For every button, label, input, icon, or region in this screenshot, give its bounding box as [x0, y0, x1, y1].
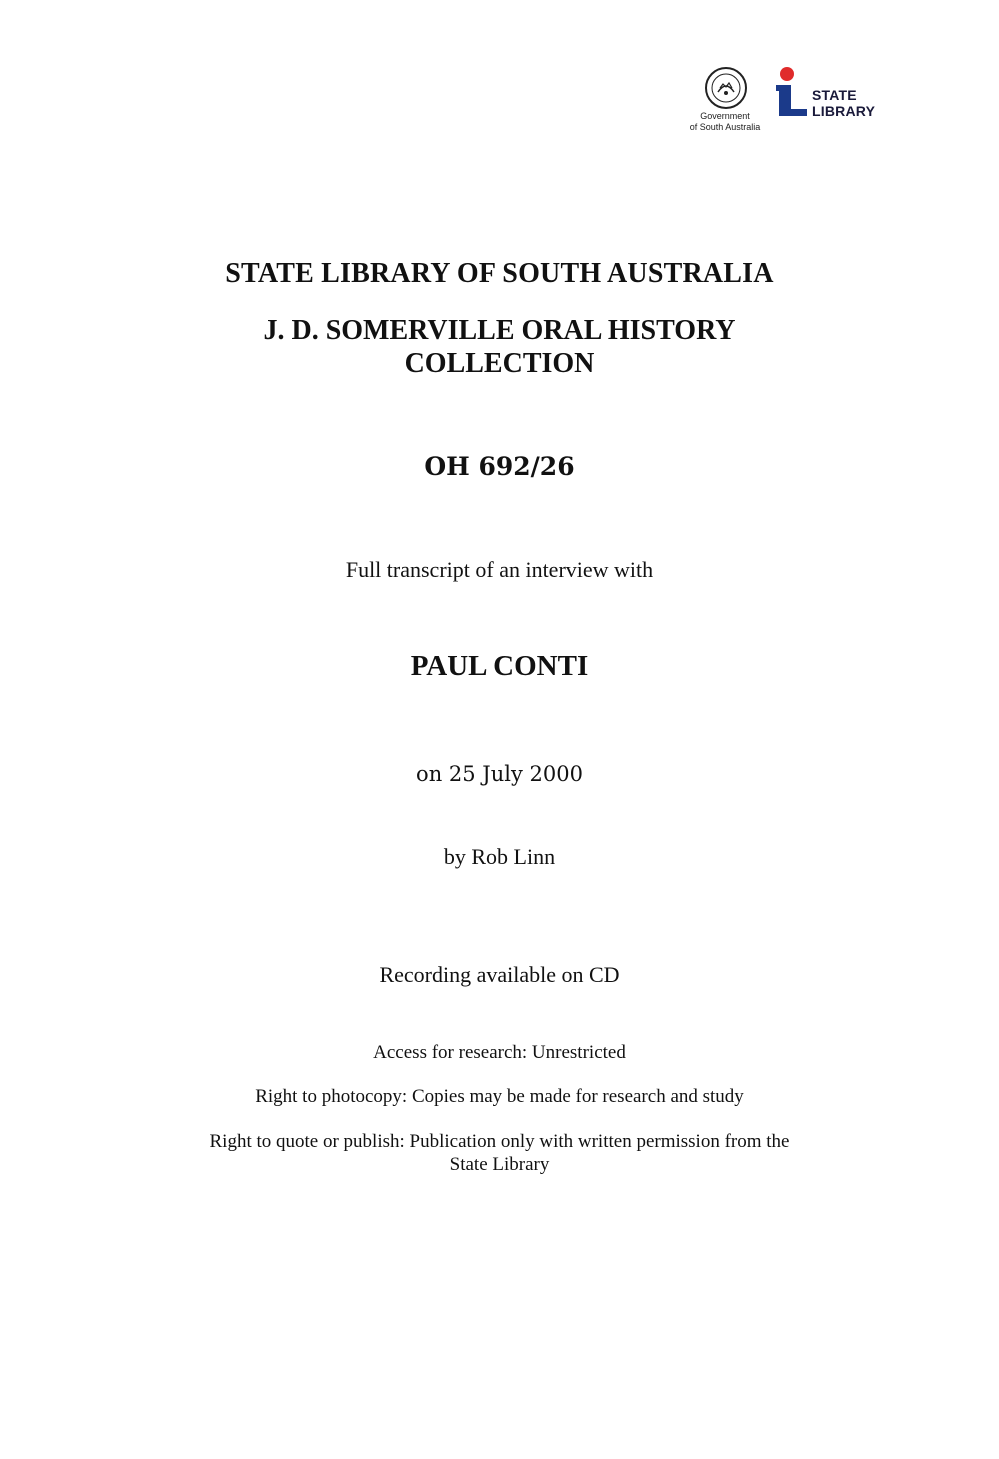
- recording-availability: Recording available on CD: [379, 962, 620, 987]
- interviewee-name: PAUL CONTI: [410, 650, 589, 682]
- photocopy-rights: Right to photocopy: Copies may be made for research and study: [255, 1086, 744, 1107]
- publish-rights-line1: Right to quote or publish: Publication only with written permission from the: [209, 1131, 790, 1152]
- header-logos: [680, 64, 890, 136]
- state-library-logo-text: [812, 87, 875, 119]
- library-heading: STATE LIBRARY OF SOUTH AUSTRALIA: [225, 258, 774, 289]
- state-library-logo-line1: STATE: [812, 87, 857, 103]
- access-conditions: Access for research: Unrestricted: [373, 1042, 626, 1063]
- interviewer: by Rob Linn: [443, 844, 556, 869]
- state-library-logo-line2: LIBRARY: [812, 103, 876, 119]
- government-logo: [680, 64, 770, 134]
- south-australia-seal-icon: [704, 66, 748, 110]
- collection-heading-line1: J. D. SOMERVILLE ORAL HISTORY: [263, 315, 736, 346]
- collection-heading-line2: COLLECTION: [404, 348, 595, 379]
- state-library-logo: [774, 66, 890, 126]
- publish-rights-line2: State Library: [449, 1154, 550, 1175]
- publish-rights: [0, 1130, 999, 1176]
- government-logo-line2: of South Australia: [689, 122, 761, 132]
- collection-heading: [0, 314, 999, 380]
- state-library-i-icon: [774, 66, 808, 122]
- reference-number: OH 692/26: [424, 452, 575, 481]
- government-logo-line1: Government: [700, 111, 750, 121]
- interview-date: on 25 July 2000: [416, 762, 583, 786]
- transcript-intro: Full transcript of an interview with: [345, 557, 654, 582]
- government-logo-text: [680, 111, 770, 133]
